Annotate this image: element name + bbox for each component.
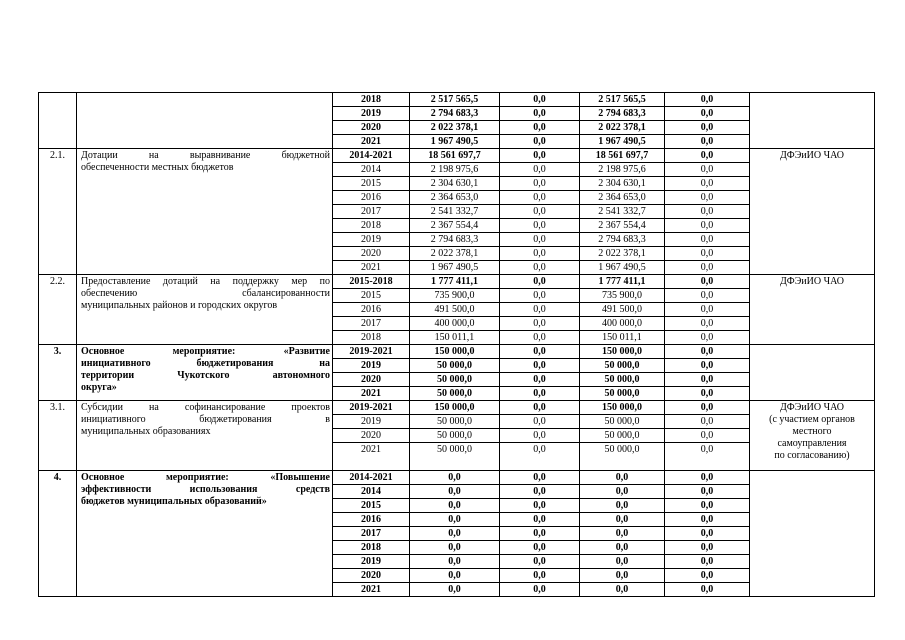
okrug-budget-cell: 735 900,0 [580, 289, 665, 303]
item-title-line: инициативного бюджетирования в [81, 414, 330, 425]
okrug-budget-cell: 2 022 378,1 [580, 247, 665, 261]
executor [750, 471, 875, 597]
item-title [77, 471, 333, 597]
okrug-budget-cell: 2 364 653,0 [580, 191, 665, 205]
year-cell: 2015 [333, 289, 410, 303]
municipal-budget-cell: 0,0 [665, 289, 750, 303]
municipal-budget-cell: 0,0 [665, 443, 750, 471]
total-cell: 0,0 [410, 555, 500, 569]
item-title-line: Основное мероприятие: «Повышение [81, 472, 330, 483]
item-title [77, 93, 333, 149]
municipal-budget-cell: 0,0 [665, 233, 750, 247]
total-cell: 400 000,0 [410, 317, 500, 331]
total-cell: 0,0 [410, 527, 500, 541]
municipal-budget-cell: 0,0 [665, 331, 750, 345]
federal-budget-cell: 0,0 [500, 513, 580, 527]
table-row [39, 275, 875, 289]
year-cell: 2016 [333, 191, 410, 205]
municipal-budget-cell: 0,0 [665, 513, 750, 527]
municipal-budget-cell: 0,0 [665, 429, 750, 443]
year-cell: 2020 [333, 429, 410, 443]
year-cell: 2015-2018 [333, 275, 410, 289]
year-cell: 2021 [333, 583, 410, 597]
year-cell: 2014 [333, 163, 410, 177]
okrug-budget-cell: 2 022 378,1 [580, 121, 665, 135]
item-title-line: муниципальных районов и городских округов [81, 300, 278, 311]
municipal-budget-cell: 0,0 [665, 555, 750, 569]
year-cell: 2021 [333, 443, 410, 471]
municipal-budget-cell: 0,0 [665, 149, 750, 163]
okrug-budget-cell: 150 000,0 [580, 345, 665, 359]
federal-budget-cell: 0,0 [500, 415, 580, 429]
okrug-budget-cell: 18 561 697,7 [580, 149, 665, 163]
municipal-budget-cell: 0,0 [665, 303, 750, 317]
okrug-budget-cell: 50 000,0 [580, 373, 665, 387]
year-cell: 2014-2021 [333, 471, 410, 485]
item-title [77, 345, 333, 401]
okrug-budget-cell: 0,0 [580, 569, 665, 583]
okrug-budget-cell: 50 000,0 [580, 443, 665, 471]
year-cell: 2017 [333, 317, 410, 331]
municipal-budget-cell: 0,0 [665, 415, 750, 429]
okrug-budget-cell: 1 967 490,5 [580, 135, 665, 149]
federal-budget-cell: 0,0 [500, 429, 580, 443]
item-title-line: обеспечению сбалансированности [81, 288, 330, 299]
okrug-budget-cell: 0,0 [580, 513, 665, 527]
item-title-line: Основное мероприятие: «Развитие [81, 346, 330, 357]
year-cell: 2020 [333, 569, 410, 583]
year-cell: 2020 [333, 247, 410, 261]
year-cell: 2021 [333, 387, 410, 401]
year-cell: 2016 [333, 513, 410, 527]
year-cell: 2015 [333, 177, 410, 191]
okrug-budget-cell: 2 367 554,4 [580, 219, 665, 233]
federal-budget-cell: 0,0 [500, 569, 580, 583]
executor-line: по согласованию) [774, 450, 850, 461]
federal-budget-cell: 0,0 [500, 177, 580, 191]
year-cell: 2018 [333, 541, 410, 555]
executor [750, 345, 875, 401]
federal-budget-cell: 0,0 [500, 373, 580, 387]
item-title-line: территории Чукотского автономного [81, 370, 330, 381]
federal-budget-cell: 0,0 [500, 331, 580, 345]
okrug-budget-cell: 2 541 332,7 [580, 205, 665, 219]
municipal-budget-cell: 0,0 [665, 387, 750, 401]
okrug-budget-cell: 2 517 565,5 [580, 93, 665, 107]
federal-budget-cell: 0,0 [500, 401, 580, 415]
total-cell: 50 000,0 [410, 359, 500, 373]
total-cell: 0,0 [410, 499, 500, 513]
okrug-budget-cell: 0,0 [580, 555, 665, 569]
okrug-budget-cell: 50 000,0 [580, 359, 665, 373]
executor [750, 93, 875, 149]
municipal-budget-cell: 0,0 [665, 527, 750, 541]
municipal-budget-cell: 0,0 [665, 107, 750, 121]
total-cell: 2 367 554,4 [410, 219, 500, 233]
total-cell: 150 011,1 [410, 331, 500, 345]
federal-budget-cell: 0,0 [500, 387, 580, 401]
total-cell: 2 022 378,1 [410, 247, 500, 261]
municipal-budget-cell: 0,0 [665, 541, 750, 555]
municipal-budget-cell: 0,0 [665, 205, 750, 219]
total-cell: 2 022 378,1 [410, 121, 500, 135]
okrug-budget-cell: 150 000,0 [580, 401, 665, 415]
item-title [77, 401, 333, 471]
item-number [39, 93, 77, 149]
table-row [39, 149, 875, 163]
year-cell: 2020 [333, 121, 410, 135]
executor-line: (с участием органов [769, 414, 855, 425]
year-cell: 2014 [333, 485, 410, 499]
okrug-budget-cell: 491 500,0 [580, 303, 665, 317]
item-number: 4. [39, 471, 77, 597]
federal-budget-cell: 0,0 [500, 499, 580, 513]
total-cell: 2 794 683,3 [410, 107, 500, 121]
total-cell: 150 000,0 [410, 401, 500, 415]
table-row [39, 93, 875, 107]
executor-line: ДФЭиИО ЧАО [779, 402, 845, 413]
federal-budget-cell: 0,0 [500, 219, 580, 233]
okrug-budget-cell: 0,0 [580, 499, 665, 513]
total-cell: 0,0 [410, 485, 500, 499]
okrug-budget-cell: 2 304 630,1 [580, 177, 665, 191]
total-cell: 0,0 [410, 583, 500, 597]
total-cell: 50 000,0 [410, 429, 500, 443]
total-cell: 50 000,0 [410, 415, 500, 429]
municipal-budget-cell: 0,0 [665, 401, 750, 415]
executor-line: местного [792, 426, 832, 437]
year-cell: 2021 [333, 135, 410, 149]
okrug-budget-cell: 2 794 683,3 [580, 107, 665, 121]
item-title-line: Дотации на выравнивание бюджетной [81, 150, 330, 161]
okrug-budget-cell: 0,0 [580, 471, 665, 485]
total-cell: 1 967 490,5 [410, 261, 500, 275]
year-cell: 2014-2021 [333, 149, 410, 163]
total-cell: 1 967 490,5 [410, 135, 500, 149]
total-cell: 50 000,0 [410, 387, 500, 401]
federal-budget-cell: 0,0 [500, 527, 580, 541]
table-row [39, 401, 875, 415]
federal-budget-cell: 0,0 [500, 107, 580, 121]
year-cell: 2019 [333, 233, 410, 247]
year-cell: 2016 [333, 303, 410, 317]
federal-budget-cell: 0,0 [500, 247, 580, 261]
total-cell: 2 794 683,3 [410, 233, 500, 247]
federal-budget-cell: 0,0 [500, 93, 580, 107]
executor-line: ДФЭиИО ЧАО [779, 150, 845, 161]
federal-budget-cell: 0,0 [500, 275, 580, 289]
year-cell: 2019 [333, 107, 410, 121]
item-title [77, 149, 333, 275]
year-cell: 2018 [333, 331, 410, 345]
municipal-budget-cell: 0,0 [665, 135, 750, 149]
executor-line: самоуправления [777, 438, 847, 449]
budget-table-body [39, 93, 875, 597]
item-title-line: обеспеченности местных бюджетов [81, 162, 234, 173]
okrug-budget-cell: 0,0 [580, 527, 665, 541]
federal-budget-cell: 0,0 [500, 541, 580, 555]
municipal-budget-cell: 0,0 [665, 345, 750, 359]
okrug-budget-cell: 50 000,0 [580, 429, 665, 443]
municipal-budget-cell: 0,0 [665, 177, 750, 191]
federal-budget-cell: 0,0 [500, 289, 580, 303]
federal-budget-cell: 0,0 [500, 149, 580, 163]
item-title-line: муниципальных образованиях [81, 426, 211, 437]
executor [750, 149, 875, 275]
item-number: 3.1. [39, 401, 77, 471]
okrug-budget-cell: 0,0 [580, 541, 665, 555]
executor [750, 275, 875, 345]
total-cell: 2 198 975,6 [410, 163, 500, 177]
year-cell: 2017 [333, 527, 410, 541]
year-cell: 2018 [333, 219, 410, 233]
total-cell: 735 900,0 [410, 289, 500, 303]
federal-budget-cell: 0,0 [500, 191, 580, 205]
table-row [39, 471, 875, 485]
year-cell: 2019 [333, 415, 410, 429]
total-cell: 50 000,0 [410, 443, 500, 471]
total-cell: 18 561 697,7 [410, 149, 500, 163]
item-title [77, 275, 333, 345]
year-cell: 2019-2021 [333, 401, 410, 415]
federal-budget-cell: 0,0 [500, 471, 580, 485]
municipal-budget-cell: 0,0 [665, 93, 750, 107]
okrug-budget-cell: 0,0 [580, 583, 665, 597]
okrug-budget-cell: 1 777 411,1 [580, 275, 665, 289]
total-cell: 50 000,0 [410, 373, 500, 387]
federal-budget-cell: 0,0 [500, 317, 580, 331]
item-title-line: бюджетов муниципальных образований» [81, 496, 267, 507]
okrug-budget-cell: 2 198 975,6 [580, 163, 665, 177]
federal-budget-cell: 0,0 [500, 443, 580, 471]
executor [750, 401, 875, 471]
year-cell: 2019 [333, 359, 410, 373]
okrug-budget-cell: 50 000,0 [580, 387, 665, 401]
total-cell: 1 777 411,1 [410, 275, 500, 289]
okrug-budget-cell: 1 967 490,5 [580, 261, 665, 275]
municipal-budget-cell: 0,0 [665, 163, 750, 177]
municipal-budget-cell: 0,0 [665, 499, 750, 513]
executor-line: ДФЭиИО ЧАО [779, 276, 845, 287]
item-title-line: Субсидии на софинансирование проектов [81, 402, 330, 413]
federal-budget-cell: 0,0 [500, 121, 580, 135]
federal-budget-cell: 0,0 [500, 135, 580, 149]
year-cell: 2015 [333, 499, 410, 513]
municipal-budget-cell: 0,0 [665, 373, 750, 387]
federal-budget-cell: 0,0 [500, 583, 580, 597]
item-title-line: инициативного бюджетирования на [81, 358, 330, 369]
year-cell: 2018 [333, 93, 410, 107]
item-number: 3. [39, 345, 77, 401]
okrug-budget-cell: 50 000,0 [580, 415, 665, 429]
item-title-line: округа» [81, 382, 117, 393]
total-cell: 2 517 565,5 [410, 93, 500, 107]
municipal-budget-cell: 0,0 [665, 485, 750, 499]
total-cell: 0,0 [410, 569, 500, 583]
federal-budget-cell: 0,0 [500, 303, 580, 317]
item-number: 2.1. [39, 149, 77, 275]
budget-table [38, 92, 875, 597]
municipal-budget-cell: 0,0 [665, 359, 750, 373]
year-cell: 2019 [333, 555, 410, 569]
municipal-budget-cell: 0,0 [665, 275, 750, 289]
federal-budget-cell: 0,0 [500, 555, 580, 569]
okrug-budget-cell: 2 794 683,3 [580, 233, 665, 247]
total-cell: 491 500,0 [410, 303, 500, 317]
table-row [39, 345, 875, 359]
federal-budget-cell: 0,0 [500, 485, 580, 499]
total-cell: 0,0 [410, 541, 500, 555]
federal-budget-cell: 0,0 [500, 359, 580, 373]
total-cell: 0,0 [410, 471, 500, 485]
municipal-budget-cell: 0,0 [665, 191, 750, 205]
year-cell: 2020 [333, 373, 410, 387]
total-cell: 2 541 332,7 [410, 205, 500, 219]
municipal-budget-cell: 0,0 [665, 569, 750, 583]
municipal-budget-cell: 0,0 [665, 121, 750, 135]
budget-table-page [38, 92, 874, 597]
okrug-budget-cell: 150 011,1 [580, 331, 665, 345]
year-cell: 2017 [333, 205, 410, 219]
municipal-budget-cell: 0,0 [665, 317, 750, 331]
total-cell: 0,0 [410, 513, 500, 527]
total-cell: 2 364 653,0 [410, 191, 500, 205]
municipal-budget-cell: 0,0 [665, 247, 750, 261]
year-cell: 2021 [333, 261, 410, 275]
municipal-budget-cell: 0,0 [665, 471, 750, 485]
total-cell: 2 304 630,1 [410, 177, 500, 191]
item-title-line: эффективности использования средств [81, 484, 330, 495]
municipal-budget-cell: 0,0 [665, 261, 750, 275]
federal-budget-cell: 0,0 [500, 163, 580, 177]
year-cell: 2019-2021 [333, 345, 410, 359]
okrug-budget-cell: 0,0 [580, 485, 665, 499]
municipal-budget-cell: 0,0 [665, 583, 750, 597]
federal-budget-cell: 0,0 [500, 261, 580, 275]
item-number: 2.2. [39, 275, 77, 345]
item-title-line: Предоставление дотаций на поддержку мер по [81, 276, 330, 287]
federal-budget-cell: 0,0 [500, 205, 580, 219]
federal-budget-cell: 0,0 [500, 233, 580, 247]
okrug-budget-cell: 400 000,0 [580, 317, 665, 331]
total-cell: 150 000,0 [410, 345, 500, 359]
municipal-budget-cell: 0,0 [665, 219, 750, 233]
federal-budget-cell: 0,0 [500, 345, 580, 359]
